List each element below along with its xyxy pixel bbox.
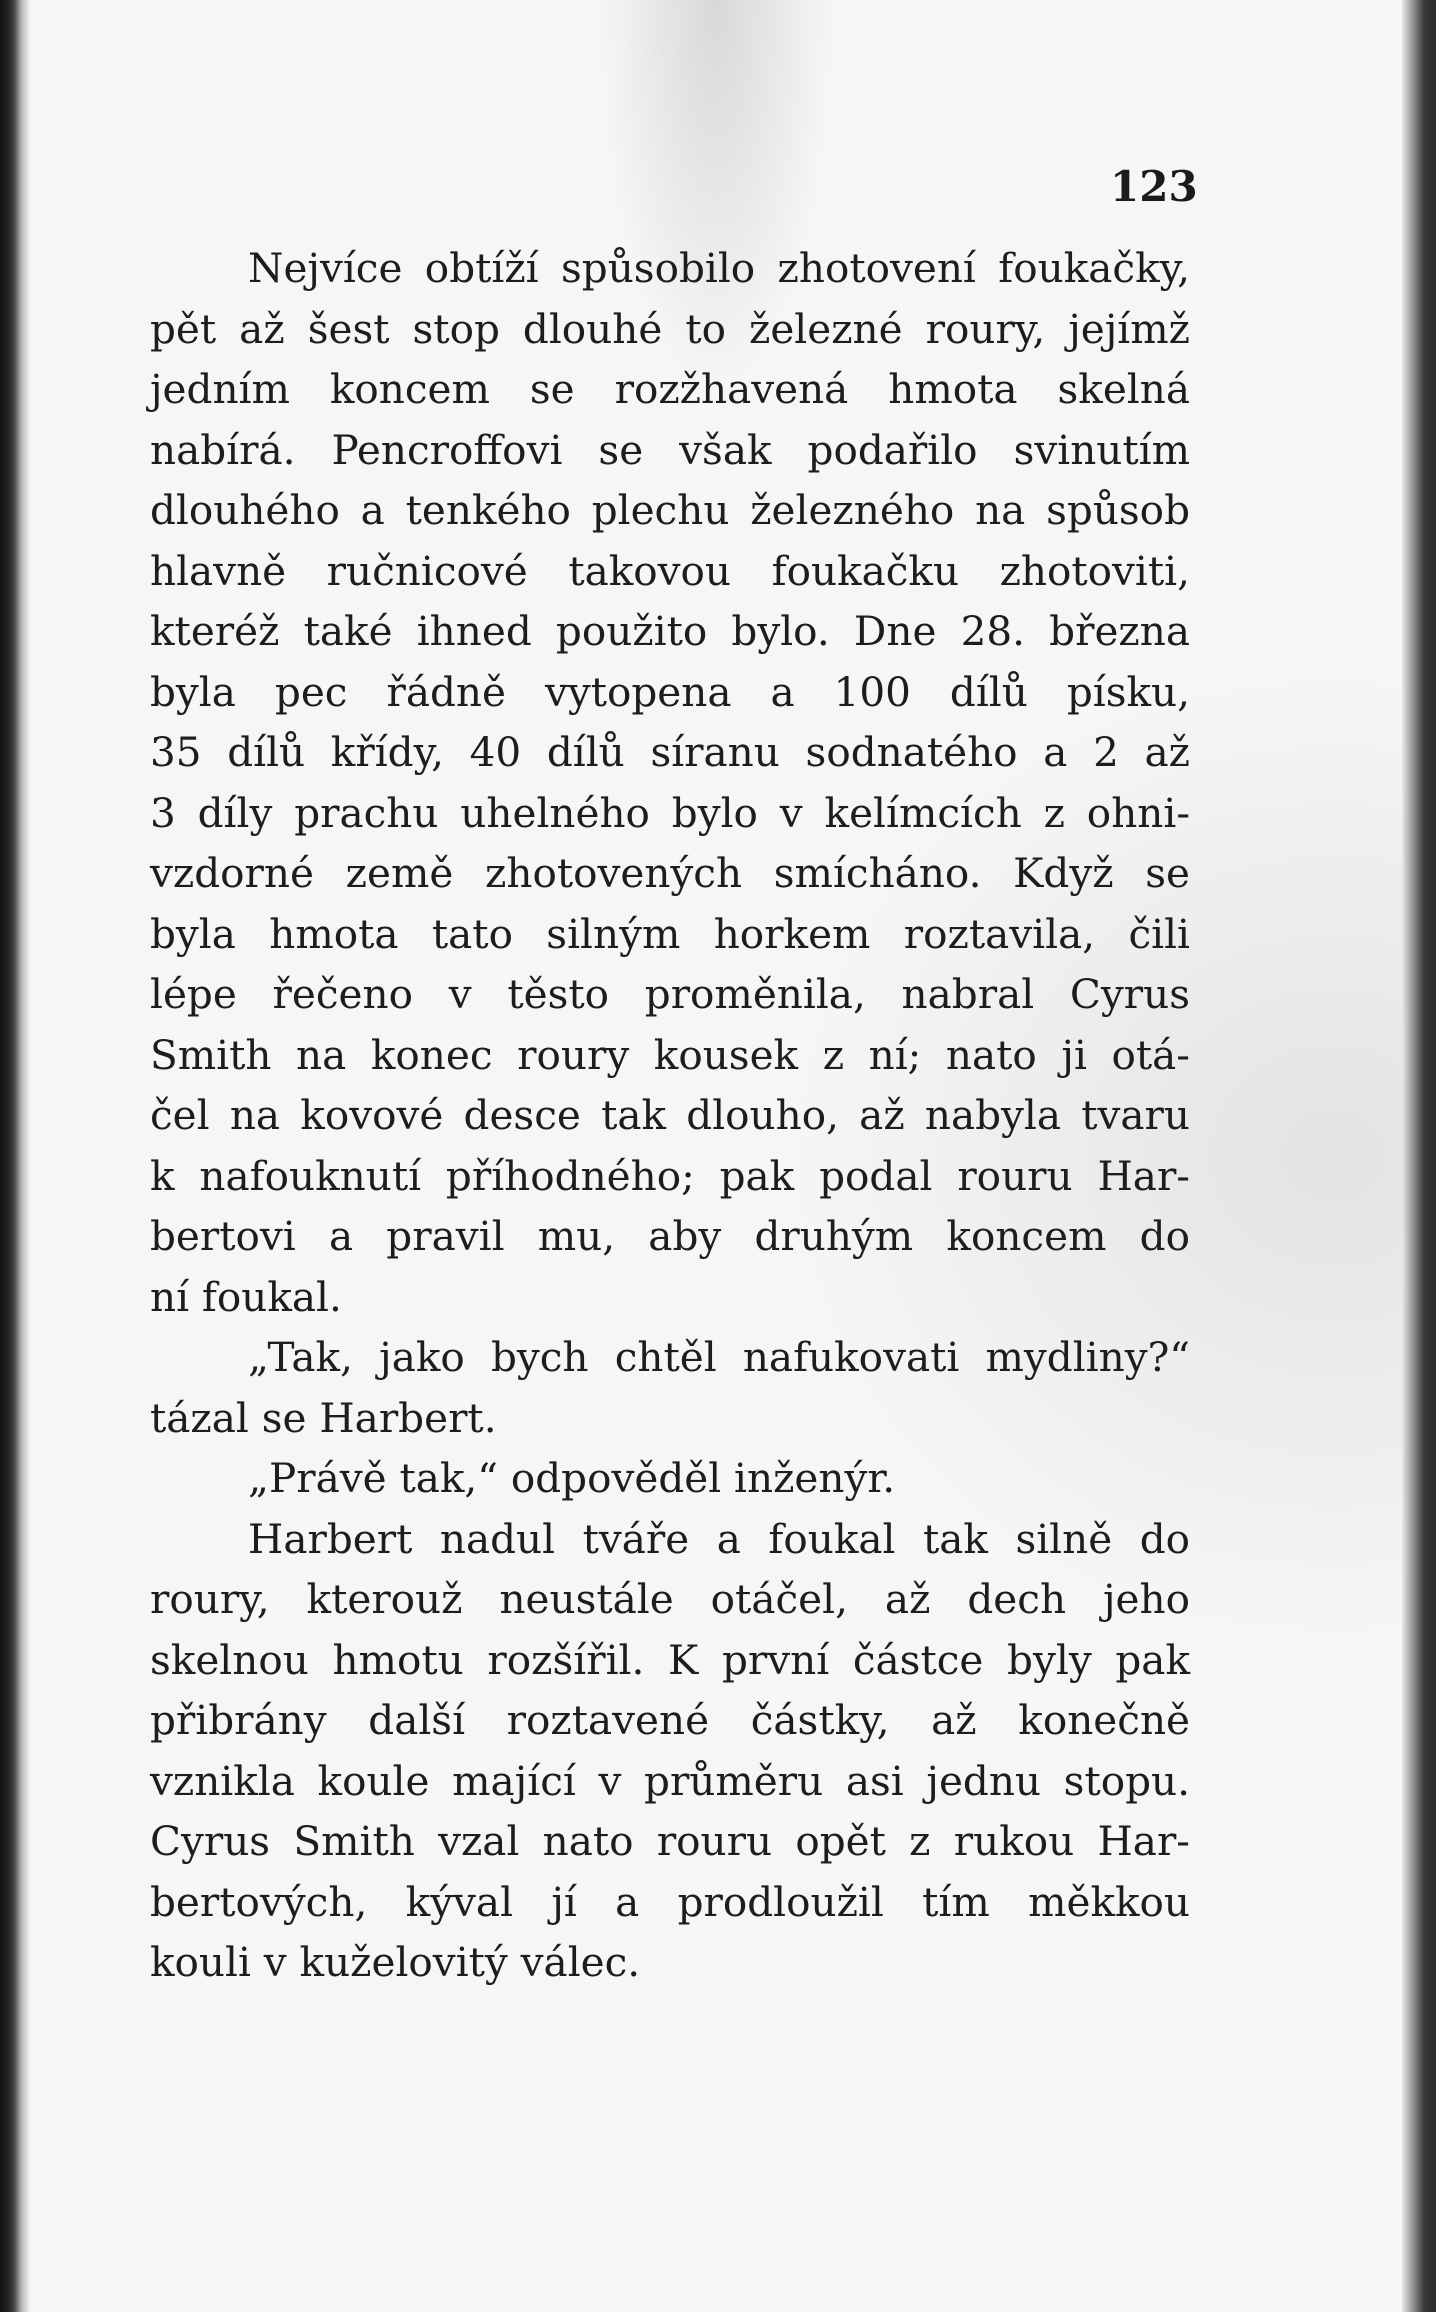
text-line: byla pec řádně vytopena a 100 dílů písku, <box>150 667 1190 716</box>
body-text <box>150 238 1190 1993</box>
text-line: jedním koncem se rozžhavená hmota skelná <box>150 365 1190 413</box>
text-line: přibrány další roztavené částky, až konečně <box>150 1696 1190 1744</box>
text-line: „Tak, jako bych chtěl nafukovati mydliny?“ <box>248 1333 1190 1381</box>
text-line: lépe řečeno v těsto proměnila, nabral Cyrus <box>150 970 1190 1018</box>
text-line: čel na kovové desce tak dlouho, až nabyla tvaru <box>150 1091 1190 1139</box>
text-line: vznikla koule mající v průměru asi jednu stopu. <box>150 1756 1190 1805</box>
text-line: k nafouknutí příhodného; pak podal rouru Har- <box>150 1151 1190 1200</box>
text-line: byla hmota tato silným horkem roztavila, čili <box>150 909 1190 958</box>
text-line: kouli v kuželovitý válec. <box>150 1938 641 1986</box>
text-line: vzdorné země zhotovených smícháno. Když se <box>150 849 1190 897</box>
text-line: ní foukal. <box>150 1272 342 1321</box>
text-line: „Právě tak,“ odpověděl inženýr. <box>248 1454 896 1502</box>
text-line: roury, kterouž neustále otáčel, až dech jeho <box>150 1575 1190 1623</box>
text-line: Cyrus Smith vzal nato rouru opět z rukou Har- <box>150 1817 1190 1865</box>
text-line: pět až šest stop dlouhé to železné roury, jejímž <box>150 304 1190 353</box>
text-line: Harbert nadul tváře a foukal tak silně do <box>248 1514 1190 1563</box>
text-line: Nejvíce obtíží spůsobilo zhotovení foukačky, <box>248 244 1190 292</box>
text-line: Smith na konec roury kousek z ní; nato ji otá- <box>150 1030 1190 1079</box>
scan-left-edge <box>0 0 30 2312</box>
text-line: bertovi a pravil mu, aby druhým koncem do <box>150 1212 1190 1260</box>
text-line: 35 dílů křídy, 40 dílů síranu sodnatého a 2 až <box>150 728 1190 776</box>
text-line: tázal se Harbert. <box>150 1393 497 1442</box>
text-line: bertových, kýval jí a prodloužil tím měkkou <box>150 1877 1190 1926</box>
text-line: nabírá. Pencroffovi se však podařilo svinutím <box>150 425 1190 474</box>
text-line: skelnou hmotu rozšířil. K první částce byly pak <box>150 1635 1190 1684</box>
text-line: dlouhého a tenkého plechu železného na spůsob <box>150 486 1190 534</box>
scan-right-edge <box>1402 0 1436 2312</box>
text-line: kteréž také ihned použito bylo. Dne 28. března <box>150 607 1190 655</box>
page-number: 123 <box>1110 162 1198 211</box>
text-line: 3 díly prachu uhelného bylo v kelímcích z ohni- <box>150 788 1190 837</box>
text-line: hlavně ručnicové takovou foukačku zhotoviti, <box>150 546 1190 595</box>
